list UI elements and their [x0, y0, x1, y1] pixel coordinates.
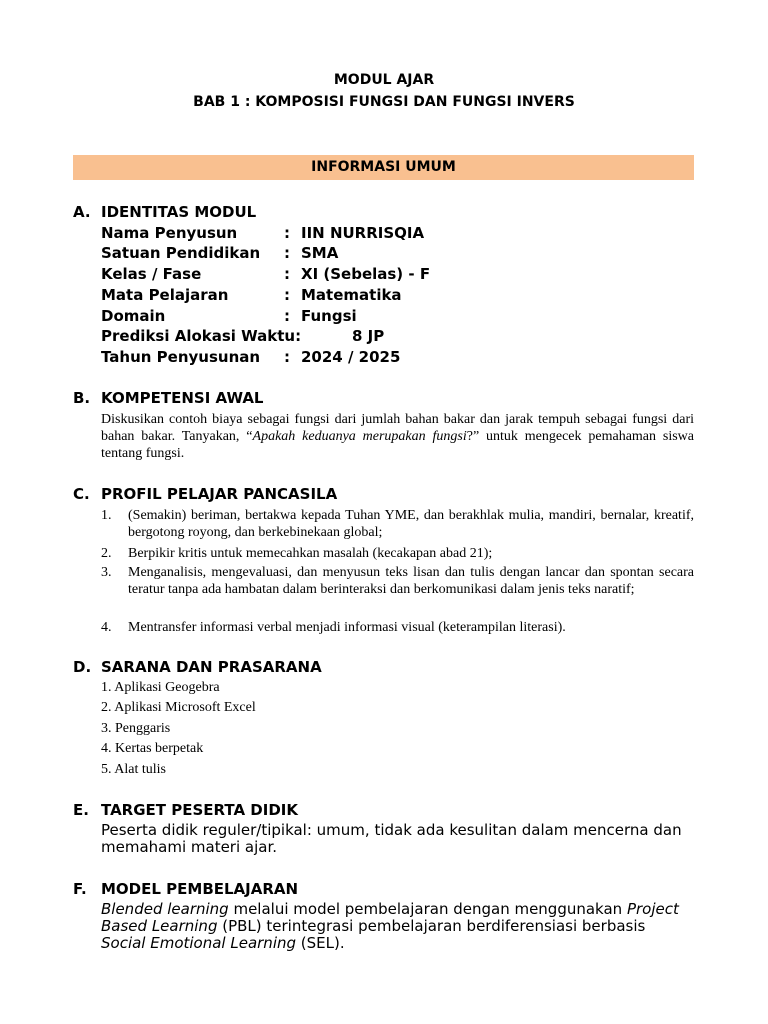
- colon: :: [284, 244, 290, 262]
- section-letter: A.: [73, 203, 91, 221]
- list-number: 4.: [101, 620, 112, 635]
- colon: :: [284, 265, 290, 283]
- model-italic: Blended learning: [101, 900, 229, 918]
- section-title: TARGET PESERTA DIDIK: [101, 801, 298, 819]
- alokasi-value: 8 JP: [352, 327, 385, 345]
- colon: :: [284, 348, 290, 366]
- list-number: 1.: [101, 508, 112, 523]
- section-letter: B.: [73, 389, 91, 407]
- section-letter: F.: [73, 880, 87, 898]
- model-text: melalui model pembelajaran dengan menggunakan: [228, 900, 627, 918]
- identitas-label: Kelas / Fase: [101, 265, 202, 283]
- identitas-value: IIN NURRISQIA: [301, 224, 425, 242]
- alokasi-label: Prediksi Alokasi Waktu:: [101, 327, 302, 345]
- colon: :: [284, 286, 290, 304]
- section-title: IDENTITAS MODUL: [101, 203, 257, 221]
- list-item: 4. Kertas berpetak: [101, 741, 204, 756]
- identitas-row: [101, 265, 430, 283]
- info-umum-banner: INFORMASI UMUM: [73, 155, 694, 180]
- list-item: [101, 564, 694, 598]
- identitas-row: [101, 224, 424, 242]
- model-text: (SEL).: [296, 934, 345, 952]
- kompetensi-text: ?” untuk mengecek pemahaman siswa tentang fungsi.: [101, 429, 694, 461]
- section-title: PROFIL PELAJAR PANCASILA: [101, 485, 338, 503]
- kompetensi-italic: Apakah keduanya merupakan fungsi: [252, 429, 467, 444]
- list-item: 3. Penggaris: [101, 721, 171, 736]
- section-title: KOMPETENSI AWAL: [101, 389, 264, 407]
- identitas-row: [101, 244, 338, 262]
- identitas-label: Mata Pelajaran: [101, 286, 229, 304]
- list-item: 2. Aplikasi Microsoft Excel: [101, 700, 256, 715]
- list-item: 5. Alat tulis: [101, 762, 166, 777]
- kompetensi-text: Diskusikan contoh biaya sebagai fungsi dari jumlah bahan bakar dan jarak tempuh sebagai fungsi dari bahan bakar. Tanyakan, “: [101, 412, 694, 444]
- section-c-heading: [73, 485, 337, 503]
- section-letter: D.: [73, 658, 92, 676]
- identitas-label: Domain: [101, 307, 166, 325]
- identitas-value: XI (Sebelas) - F: [301, 265, 431, 283]
- list-text: Berpikir kritis untuk memecahkan masalah (kecakapan abad 21);: [128, 546, 493, 561]
- identitas-label: Satuan Pendidikan: [101, 244, 261, 262]
- list-text: (Semakin) beriman, bertakwa kepada Tuhan YME, dan berakhlak mulia, mandiri, bernalar, kreatif, bergotong royong, dan berkebinekaan global;: [128, 508, 694, 540]
- colon: :: [284, 224, 290, 242]
- list-item: [101, 507, 694, 541]
- identitas-row: [101, 307, 357, 325]
- model-italic: Project Based Learning: [101, 900, 679, 935]
- colon: :: [284, 307, 290, 325]
- section-letter: C.: [73, 485, 90, 503]
- list-item: 1. Aplikasi Geogebra: [101, 680, 220, 695]
- identitas-value: SMA: [301, 244, 339, 262]
- identitas-value: Matematika: [301, 286, 402, 304]
- target-paragraph: Peserta didik reguler/tipikal: umum, tidak ada kesulitan dalam mencerna dan memahami materi ajar.: [101, 821, 682, 856]
- section-f-heading: [73, 880, 298, 898]
- section-a-heading: [73, 203, 256, 221]
- model-paragraph: [101, 901, 694, 952]
- section-title: MODEL PEMBELAJARAN: [101, 880, 299, 898]
- list-number: 3.: [101, 565, 112, 580]
- list-text: Menganalisis, mengevaluasi, dan menyusun teks lisan dan tulis dengan lancar dan spontan secara teratur tanpa ada hambatan dalam berinteraksi dan berkomunikasi dalam jenis teks naratif;: [128, 565, 694, 597]
- document-title: MODUL AJAR: [333, 72, 435, 88]
- list-item: [101, 545, 694, 562]
- list-text: Mentransfer informasi verbal menjadi informasi visual (keterampilan literasi).: [128, 620, 566, 635]
- alokasi-row: [101, 327, 384, 345]
- tahun-label: Tahun Penyusunan: [101, 348, 261, 366]
- section-e-heading: [73, 801, 298, 819]
- document-subtitle: BAB 1 : KOMPOSISI FUNGSI DAN FUNGSI INVERS: [193, 94, 575, 110]
- section-d-heading: [73, 658, 322, 676]
- kompetensi-paragraph: [101, 411, 694, 462]
- model-italic: Social Emotional Learning: [101, 934, 297, 952]
- list-item: [101, 619, 694, 636]
- model-text: (PBL) terintegrasi pembelajaran berdiferensiasi berbasis: [217, 917, 646, 935]
- identitas-label: Nama Penyusun: [101, 224, 238, 242]
- section-b-heading: [73, 389, 263, 407]
- tahun-value: 2024 / 2025: [301, 348, 401, 366]
- identitas-value: Fungsi: [301, 307, 357, 325]
- tahun-row: [101, 348, 400, 366]
- identitas-row: [101, 286, 402, 304]
- list-number: 2.: [101, 546, 112, 561]
- section-letter: E.: [73, 801, 89, 819]
- section-title: SARANA DAN PRASARANA: [101, 658, 322, 676]
